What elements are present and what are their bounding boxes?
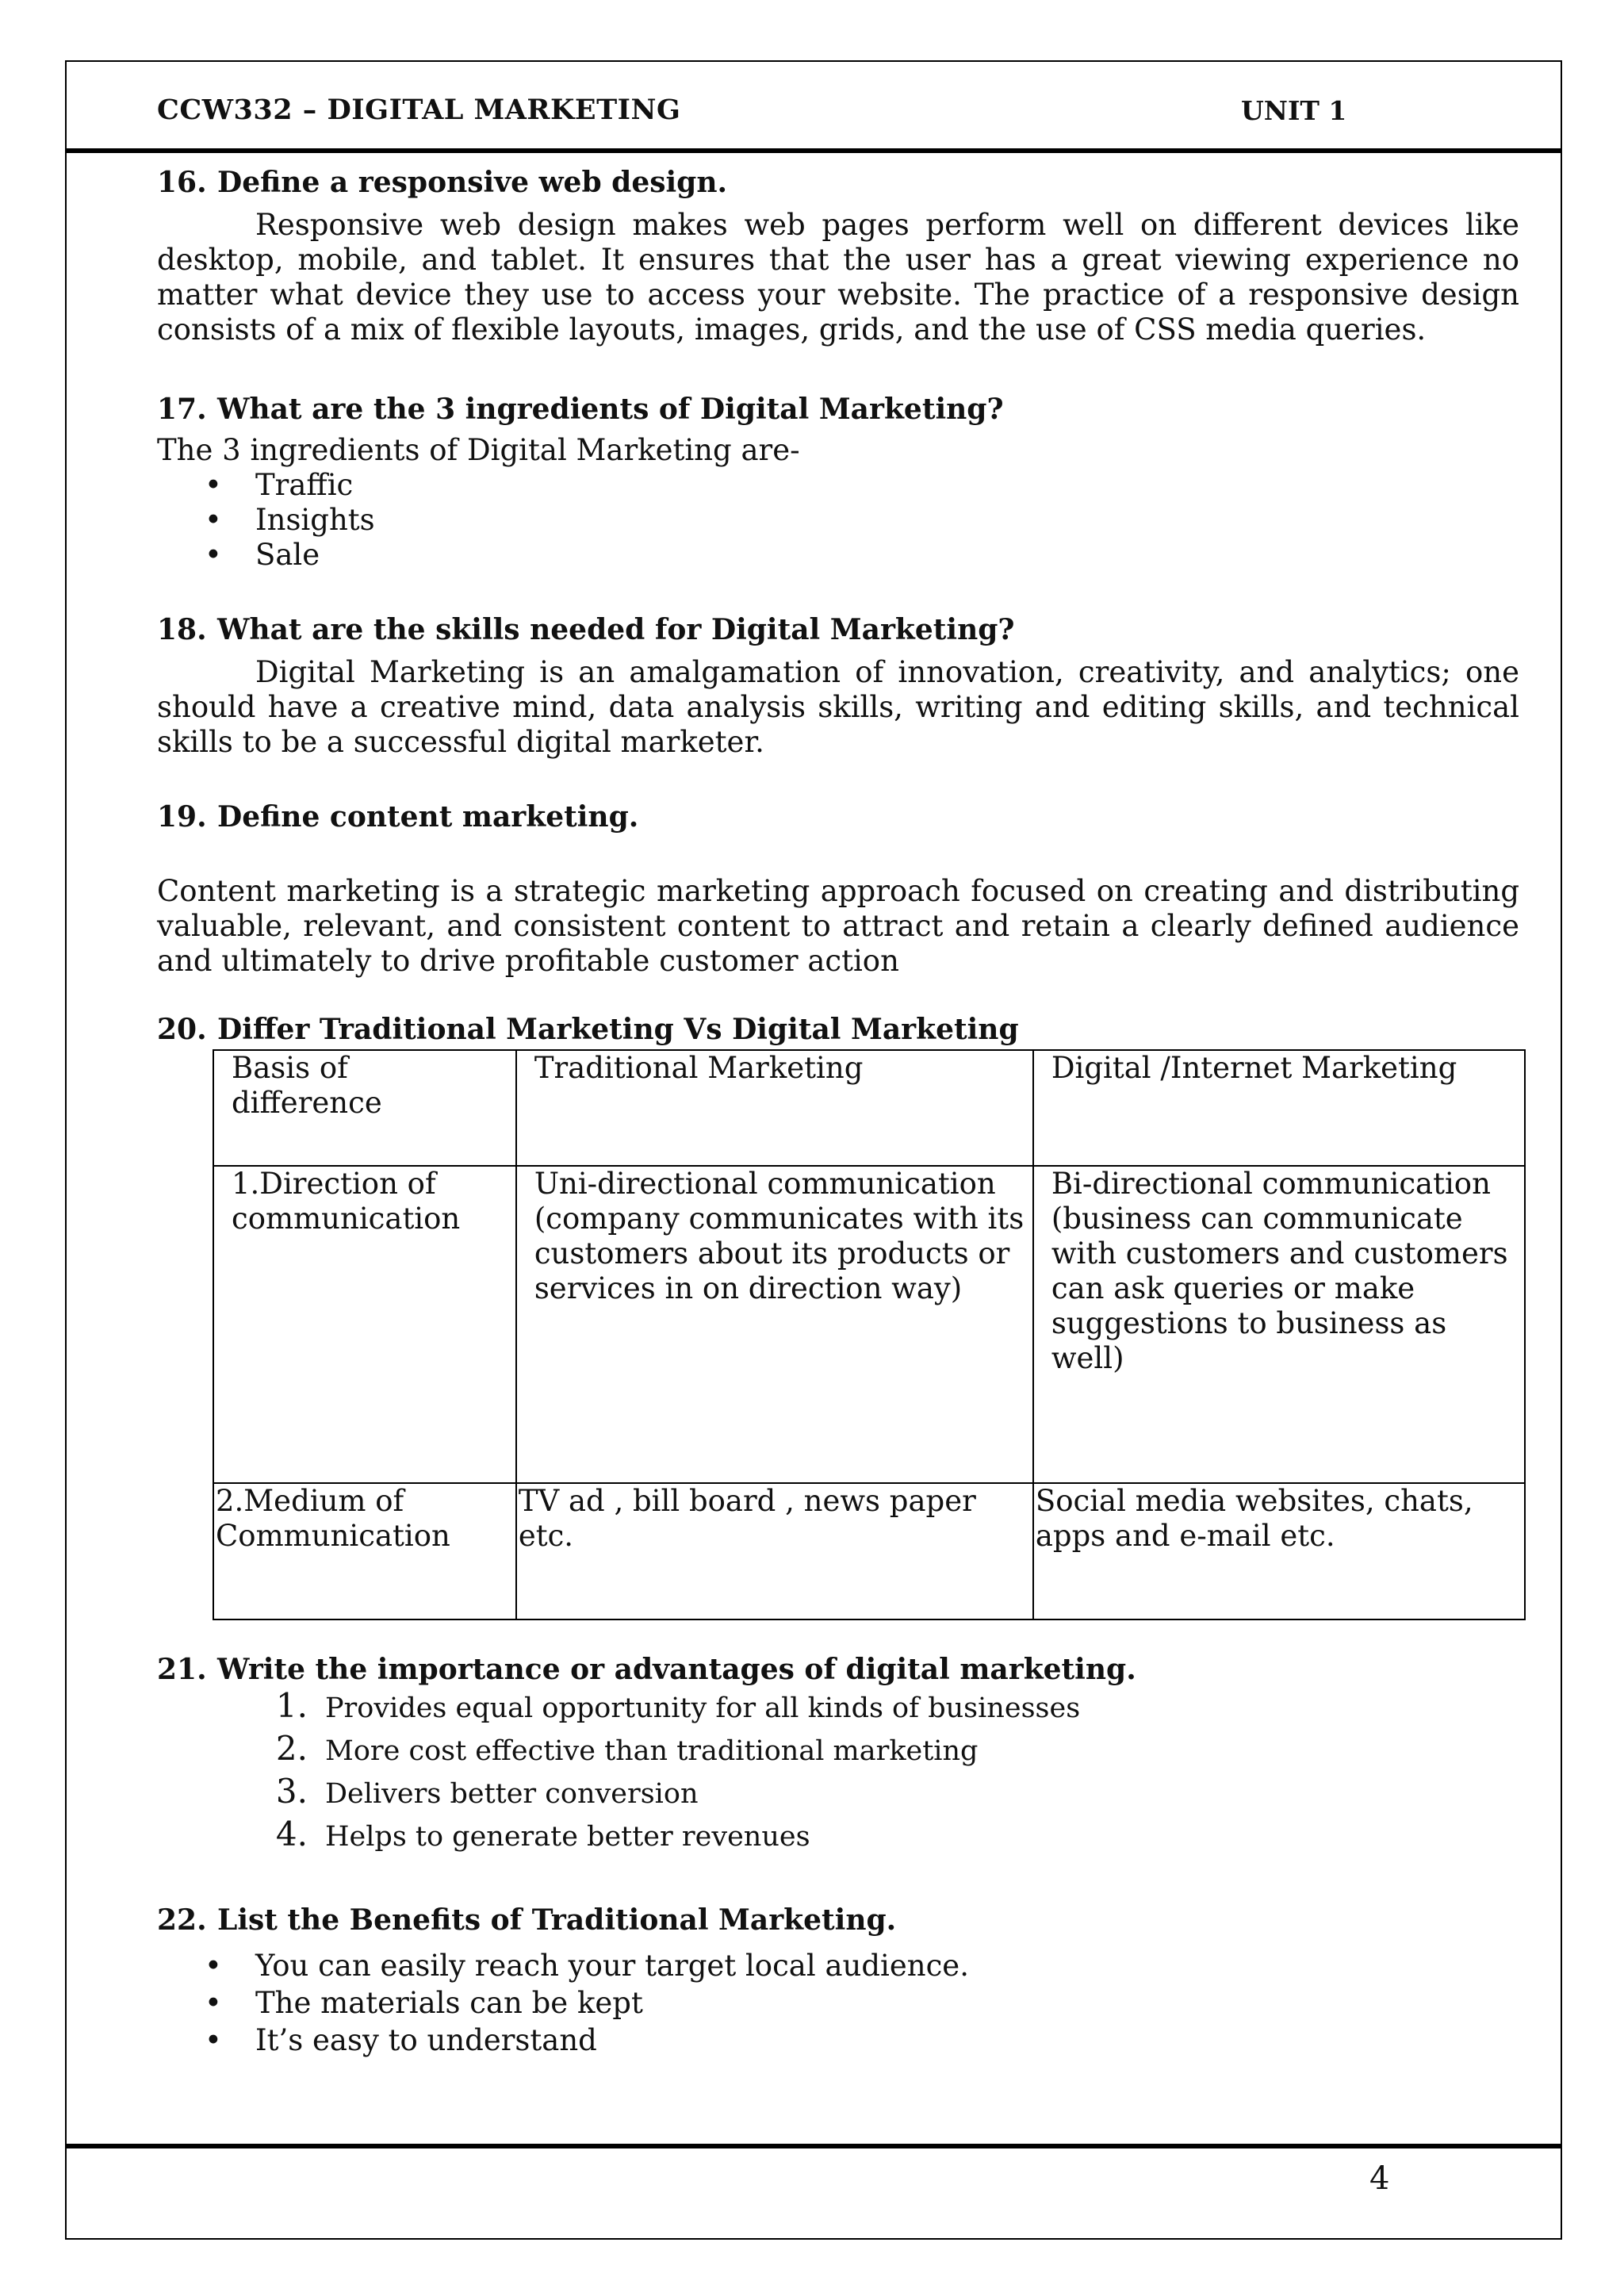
footer-rule — [65, 2144, 1562, 2148]
table-cell: TV ad , bill board , news paper etc. — [516, 1483, 1033, 1619]
bullet-icon: • — [205, 1949, 222, 1983]
bullet-icon: • — [205, 1986, 222, 2020]
bullet-icon: • — [205, 538, 222, 572]
table-row — [213, 1166, 1525, 1483]
bullet-icon: • — [205, 468, 222, 502]
question-20-heading — [157, 1012, 1519, 1047]
table-row — [213, 1483, 1525, 1619]
table-header-cell: Basis of difference — [213, 1050, 516, 1166]
document-body — [157, 165, 1519, 1047]
list-item: • It’s easy to understand — [157, 2022, 1519, 2059]
table-cell: 2.Medium of Communication — [213, 1483, 516, 1619]
question-title: Write the importance or advantages of digital marketing. — [217, 1653, 1136, 1686]
list-item: • Traffic — [157, 468, 1519, 503]
bullet-icon: • — [205, 2023, 222, 2057]
list-item: 1. Provides equal opportunity for all kinds of businesses — [275, 1686, 1081, 1725]
question-21-heading — [157, 1652, 1519, 1687]
benefits-list — [157, 1947, 1519, 2059]
question-22-heading — [157, 1903, 1519, 1938]
question-title: What are the skills needed for Digital Marketing? — [217, 613, 1015, 646]
table-cell: 1.Direction of communication — [213, 1166, 516, 1483]
answer-16-paragraph: Responsive web design makes web pages perform well on different devices like desktop, mobile, and tablet. It ensures that the user has a great viewing experience no matter what device they use to access your website. The practice of a responsive design consists of a mix of flexible layouts, images, grids, and the use of CSS media queries. — [157, 208, 1519, 347]
question-number: 16. — [157, 166, 207, 199]
question-number: 19. — [157, 800, 207, 834]
list-item: • You can easily reach your target local audience. — [157, 1947, 1519, 1984]
header-course-title: CCW332 – DIGITAL MARKETING — [157, 94, 681, 126]
list-item: 3. Delivers better conversion — [275, 1772, 699, 1811]
question-number: 22. — [157, 1903, 207, 1937]
question-17-heading — [157, 392, 1519, 427]
table-header-cell: Traditional Marketing — [516, 1050, 1033, 1166]
question-title: What are the 3 ingredients of Digital Marketing? — [217, 393, 1004, 426]
table-header-cell: Digital /Internet Marketing — [1033, 1050, 1525, 1166]
bullet-icon: • — [205, 503, 222, 537]
list-item: 2. More cost effective than traditional marketing — [275, 1729, 979, 1768]
advantages-list — [157, 1688, 1519, 1860]
document-body-lower — [157, 1652, 1519, 2059]
question-title: Define a responsive web design. — [217, 166, 728, 199]
table-cell: Social media websites, chats, apps and e-mail etc. — [1033, 1483, 1525, 1619]
page-number: 4 — [1369, 2160, 1390, 2197]
question-16-heading — [157, 165, 1519, 200]
question-number: 18. — [157, 613, 207, 646]
question-19-heading — [157, 799, 1519, 834]
list-item: • Sale — [157, 538, 1519, 573]
list-item: • Insights — [157, 503, 1519, 538]
comparison-table — [213, 1049, 1526, 1620]
question-number: 20. — [157, 1013, 207, 1046]
answer-19-paragraph: Content marketing is a strategic marketing approach focused on creating and distributing valuable, relevant, and consistent content to attract and retain a clearly defined audience and ultimately to drive profitable customer action — [157, 874, 1519, 978]
question-18-heading — [157, 612, 1519, 647]
table-header-row — [213, 1050, 1525, 1166]
list-item: 4. Helps to generate better revenues — [275, 1815, 810, 1853]
question-title: Differ Traditional Marketing Vs Digital Marketing — [217, 1013, 1019, 1046]
question-number: 17. — [157, 393, 207, 426]
table-cell: Uni-directional communication (company communicates with its customers about its products or services in on direction way) — [516, 1166, 1033, 1483]
table-cell: Bi-directional communication (business can communicate with customers and customers can ask queries or make suggestions to business as well) — [1033, 1166, 1525, 1483]
answer-17-intro: The 3 ingredients of Digital Marketing are- — [157, 433, 800, 467]
list-item: • The materials can be kept — [157, 1984, 1519, 2022]
header-rule — [65, 148, 1562, 153]
question-title: List the Benefits of Traditional Marketing. — [217, 1903, 897, 1937]
question-number: 21. — [157, 1653, 207, 1686]
header-unit-label: UNIT 1 — [1241, 95, 1347, 126]
ingredients-list — [157, 468, 1519, 573]
question-title: Define content marketing. — [217, 800, 639, 834]
answer-18-paragraph: Digital Marketing is an amalgamation of innovation, creativity, and analytics; one should have a creative mind, data analysis skills, writing and editing skills, and technical skills to be a successful digital marketer. — [157, 655, 1519, 759]
